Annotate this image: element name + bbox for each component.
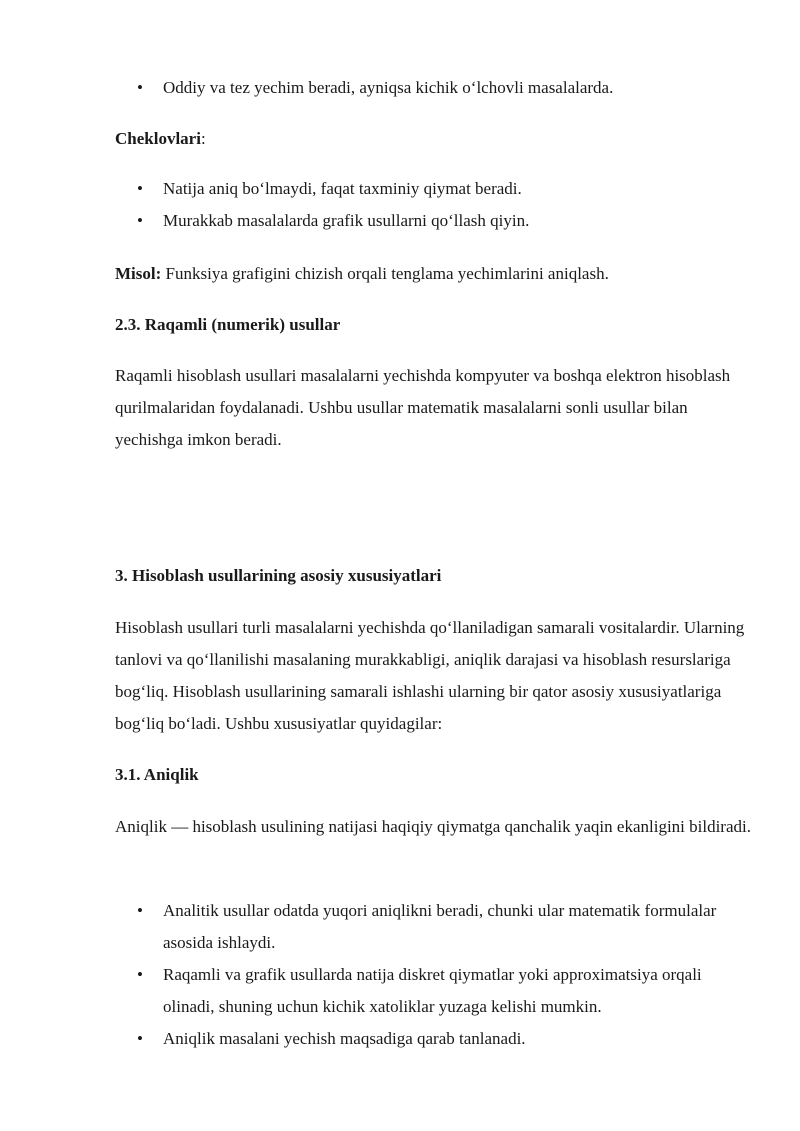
list-item: • Aniqlik masalani yechish maqsadiga qarab tanlanadi. <box>115 1023 755 1055</box>
section-paragraph-3: Hisoblash usullari turli masalalarni yechishda qo‘llaniladigan samarali vositalardir. Ularning tanlovi va qo‘llanilishi masalaning murakkabligi, aniqlik darajasi va hisoblash resurslariga bog‘liq. Hisoblash usullarining samarali ishlashi ularning bir qator asosiy xususiyatlariga bog‘liq bo‘ladi. Ushbu xususiyatlar quyidagilar: <box>115 618 745 733</box>
limitations-label: Cheklovlari <box>115 129 201 148</box>
list-item: • Natija aniq bo‘lmaydi, faqat taxminiy qiymat beradi. <box>115 173 755 205</box>
example-paragraph <box>115 258 755 290</box>
limitations-colon: : <box>200 129 206 148</box>
section-heading-3-1: 3.1. Aniqlik <box>115 765 199 784</box>
advantages-list <box>115 72 755 104</box>
limitations-heading <box>115 123 755 155</box>
section-heading-2-3: 2.3. Raqamli (numerik) usullar <box>115 315 341 334</box>
section-paragraph-3-1: Aniqlik — hisoblash usulining natijasi haqiqiy qiymatga qanchalik yaqin ekanligini bildiradi. <box>115 817 751 836</box>
accuracy-list <box>115 895 755 1055</box>
list-item: • Murakkab masalalarda grafik usullarni qo‘llash qiyin. <box>115 205 755 237</box>
section-paragraph-2-3: Raqamli hisoblash usullari masalalarni yechishda kompyuter va boshqa elektron hisoblash qurilmalaridan foydalanadi. Ushbu usullar matematik masalalarni sonli usullar bilan yechishga imkon beradi. <box>115 366 731 449</box>
example-text: Funksiya grafigini chizish orqali tenglama yechimlarini aniqlash. <box>161 264 609 283</box>
list-item: • Raqamli va grafik usullarda natija diskret qiymatlar yoki approximatsiya orqali olinadi, shuning uchun kichik xatoliklar yuzaga kelishi mumkin. <box>115 959 755 1023</box>
example-label: Misol: <box>115 264 162 283</box>
list-item: • Analitik usullar odatda yuqori aniqlikni beradi, chunki ular matematik formulalar asosida ishlaydi. <box>115 895 755 959</box>
section-heading-3: 3. Hisoblash usullarining asosiy xususiyatlari <box>115 566 442 585</box>
limitations-list <box>115 173 755 237</box>
list-item: • Oddiy va tez yechim beradi, ayniqsa kichik o‘lchovli masalalarda. <box>115 72 755 104</box>
